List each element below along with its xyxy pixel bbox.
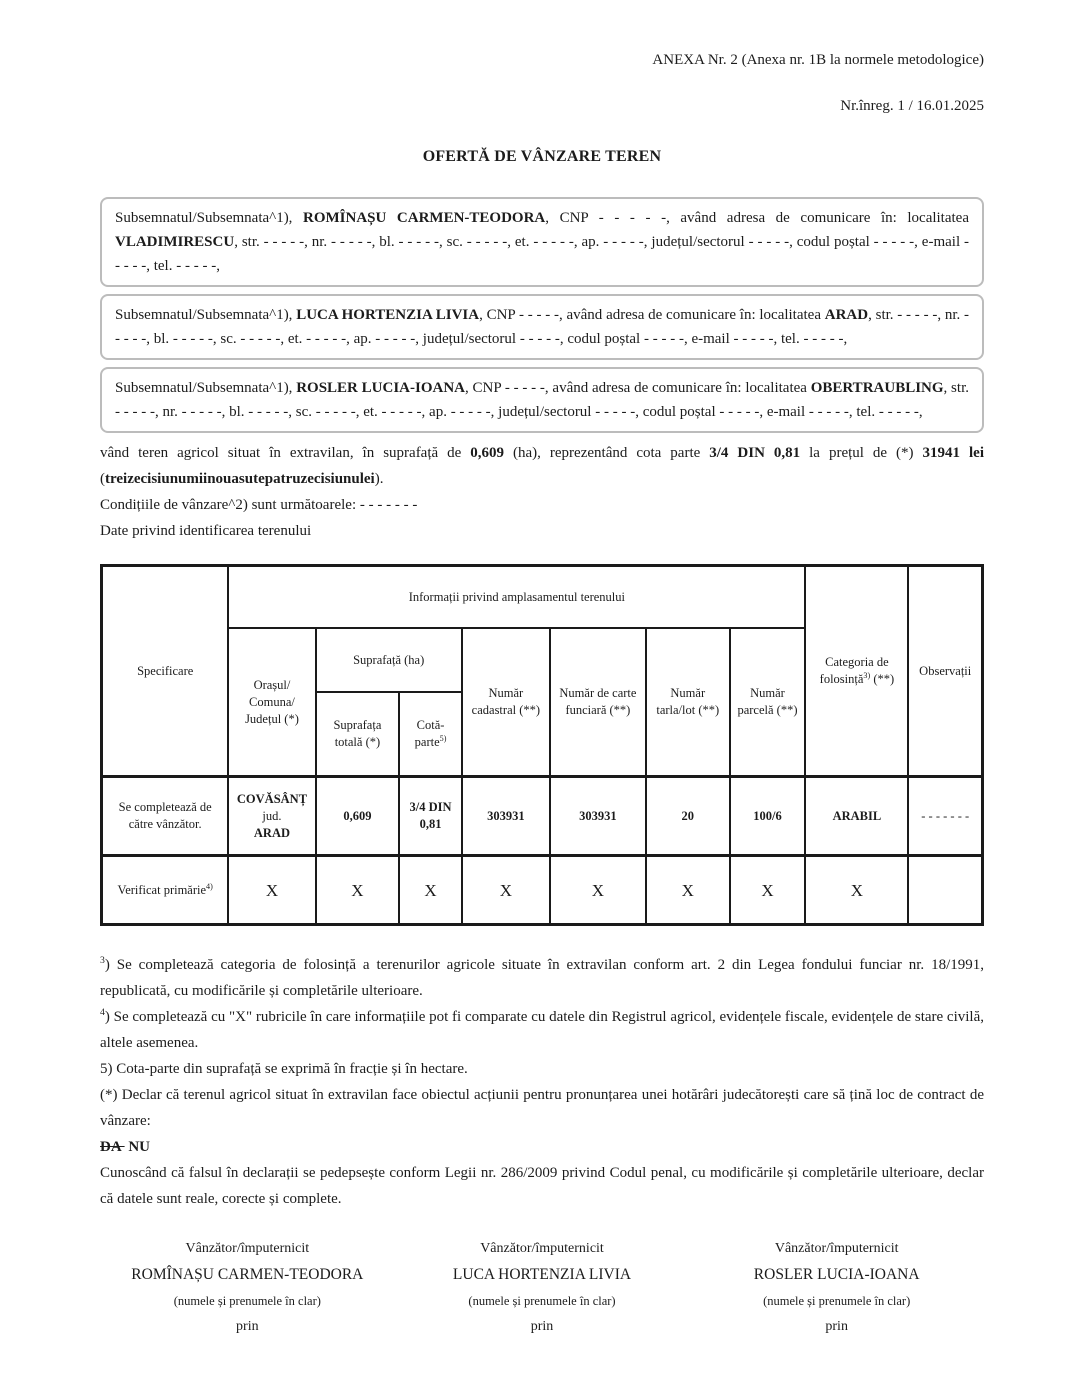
cota-parte-footnote-ref: 5) (439, 733, 447, 743)
cell-oras (228, 777, 315, 856)
categoria-suffix: (**) (870, 672, 895, 686)
col-header-carte-funciara: Număr de carte funciară (**) (550, 628, 646, 777)
check-mark: X (730, 856, 806, 925)
seller-box-3 (100, 367, 984, 433)
signature-name: ROMÎNAȘU CARMEN-TEODORA (131, 1266, 364, 1283)
check-mark: X (316, 856, 400, 925)
oras-line-3: Județul (*) (245, 711, 299, 726)
col-header-oras (228, 628, 315, 777)
table-row-verificat (102, 856, 983, 925)
table-row-vanzator (102, 777, 983, 856)
cell-observatii: - - - - - - - (908, 777, 982, 856)
cell-suprafata-totala: 0,609 (316, 777, 400, 856)
footnote-5: 5) Cota-parte din suprafață se exprimă în fracție și în hectare. (100, 1061, 468, 1077)
col-header-cota-parte (399, 692, 462, 777)
seller-paragraph-1: Subsemnatul/Subsemnata^1), ROMÎNAȘU CARMEN-TEODORA, CNP - - - - -, având adresa de comunicare în: localitatea VLADIMIRESCU, str. - - - - -, nr. - - - - -, bl. - - - - -, sc. - - - - -, et. - - - - -, ap. - - - - -, județul/sectorul - - - - -, codul poștal - - - - -, e-mail - - - - -, tel. - - - - -, (115, 210, 969, 274)
signature-column-1 (100, 1236, 395, 1340)
check-mark: X (550, 856, 646, 925)
verificat-label: Verificat primărie (117, 882, 207, 897)
signature-role: Vânzător/împuternicit (480, 1241, 604, 1256)
categoria-label: Categoria de folosință (819, 655, 889, 686)
signature-note: (numele și prenumele în clar) (763, 1294, 911, 1308)
categoria-footnote-ref: 3) (863, 670, 871, 680)
anexa-reference: ANEXA Nr. 2 (Anexa nr. 1B la normele metodologice) (652, 52, 984, 68)
check-mark: X (399, 856, 462, 925)
signature-name: ROSLER LUCIA-IOANA (753, 1266, 920, 1283)
signature-prin: prin (236, 1319, 259, 1334)
footnote-star: (*) Declar că terenul agricol situat în extravilan face obiectul acțiunii pentru pronunțarea unei hotărâri judecătorești care să țină loc de contract de vânzare: (100, 1087, 984, 1129)
cell-tarla: 20 (646, 777, 730, 856)
signature-column-3 (689, 1236, 984, 1340)
conditions-line: Condițiile de vânzare^2) sunt următoarele: - - - - - - - (100, 497, 418, 513)
land-identification-table (100, 564, 984, 926)
registration-number: Nr.înreg. 1 / 16.01.2025 (840, 98, 984, 114)
footnote-4-text: ) Se completează cu "X" rubricile în care informațiile pot fi comparate cu datele din Registrul agricol, evidențele fiscale, evidențele de stare civilă, altele asemenea. (100, 1009, 984, 1051)
signature-role: Vânzător/împuternicit (185, 1241, 310, 1256)
sale-offer-paragraph: vând teren agricol situat în extravilan, în suprafață de 0,609 (ha), reprezentând cota parte 3/4 DIN 0,81 la prețul de (*) 31941 lei (treizecisiunumiinouasutepatruzecisiunulei). (100, 445, 985, 487)
document-title: OFERTĂ DE VÂNZARE TEREN (422, 148, 662, 165)
verificat-footnote-ref: 4) (206, 881, 213, 891)
cell-carte-funciara: 303931 (550, 777, 646, 856)
signature-prin: prin (825, 1319, 848, 1334)
signature-note: (numele și prenumele în clar) (173, 1294, 321, 1308)
signature-note: (numele și prenumele în clar) (468, 1294, 616, 1308)
col-header-tarla: Număr tarla/lot (**) (646, 628, 730, 777)
cota-parte-label: Cotă-parte (414, 718, 445, 749)
row-label-vanzator: Se completează de către vânzător. (102, 777, 229, 856)
col-header-categoria (805, 566, 908, 777)
col-header-suprafata-group: Suprafață (ha) (316, 628, 462, 692)
col-header-suprafata-totala: Suprafața totală (*) (316, 692, 400, 777)
cell-oras-name: COVĂSÂNȚ (236, 791, 308, 806)
check-mark: X (646, 856, 730, 925)
land-data-heading: Date privind identificarea terenului (100, 523, 312, 539)
seller-paragraph-3: Subsemnatul/Subsemnata^1), ROSLER LUCIA-IOANA, CNP - - - - -, având adresa de comunicare în: localitatea OBERTRAUBLING, str. - - - - -, nr. - - - - -, bl. - - - - -, sc. - - - - -, et. - - - - -, ap. - - - - -, județul/sectorul - - - - -, codul poștal - - - - -, e-mail - - - - -, tel. - - - - -, (115, 380, 969, 420)
cell-cota-parte: 3/4 DIN 0,81 (399, 777, 462, 856)
signatures-section (100, 1236, 984, 1340)
cell-categoria: ARABIL (805, 777, 908, 856)
seller-box-2 (100, 294, 984, 360)
seller-box-1 (100, 197, 984, 287)
signature-role: Vânzător/împuternicit (774, 1241, 899, 1256)
col-header-info-group: Informații privind amplasamentul terenului (228, 566, 805, 629)
footnote-4-marker: 4 (100, 1007, 105, 1018)
col-header-parcela: Număr parcelă (**) (730, 628, 806, 777)
signature-column-2 (395, 1236, 690, 1340)
row-label-verificat (102, 856, 229, 925)
oras-line-1: Orașul/ (253, 677, 291, 692)
signature-prin: prin (530, 1319, 554, 1334)
penal-declaration: Cunoscând că falsul în declarații se pedepsește conform Legii nr. 286/2009 privind Codul penal, cu modificările și completările ulterioare, declar că datele sunt reale, corecte și complete. (100, 1165, 984, 1207)
oras-line-2: Comuna/ (249, 694, 295, 709)
cell-oras-judet: ARAD (253, 825, 291, 840)
col-header-specificare: Specificare (102, 566, 229, 777)
footnote-3 (100, 952, 984, 1004)
col-header-observatii: Observații (908, 566, 982, 777)
cell-observatii-empty (908, 856, 982, 925)
cell-parcela: 100/6 (730, 777, 806, 856)
footnote-4 (100, 1004, 984, 1056)
signature-name: LUCA HORTENZIA LIVIA (452, 1266, 632, 1283)
check-mark: X (228, 856, 315, 925)
footnote-3-marker: 3 (100, 955, 105, 966)
col-header-cadastral: Număr cadastral (**) (462, 628, 550, 777)
da-nu-line: DA NU (100, 1139, 151, 1155)
cell-cadastral: 303931 (462, 777, 550, 856)
seller-paragraph-2: Subsemnatul/Subsemnata^1), LUCA HORTENZIA LIVIA, CNP - - - - -, având adresa de comunicare în: localitatea ARAD, str. - - - - -, nr. - - - - -, bl. - - - - -, sc. - - - - -, et. - - - - -, ap. - - - - -, județul/sectorul - - - - -, codul poștal - - - - -, e-mail - - - - -, tel. - - - - -, (115, 307, 969, 347)
footnote-3-text: ) Se completează categoria de folosință a terenurilor agricole situate în extravilan conform art. 2 din Legea fondului funciar nr. 18/1991, republicată, cu modificările și completările ulterioare. (100, 957, 984, 999)
check-mark: X (805, 856, 908, 925)
check-mark: X (462, 856, 550, 925)
cell-oras-jud: jud. (262, 808, 282, 823)
